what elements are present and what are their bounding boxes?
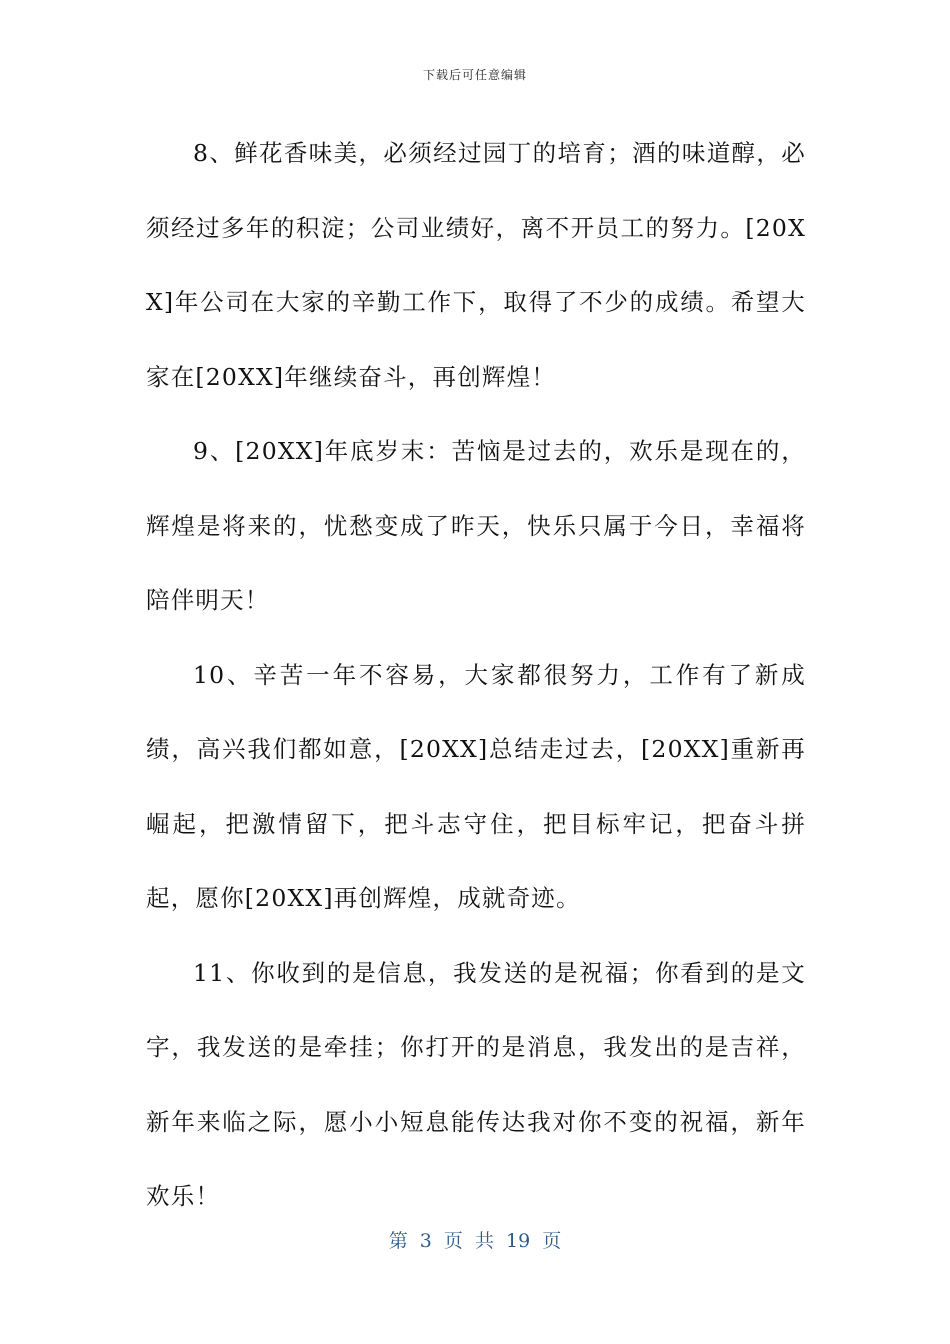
paragraph-10: 10、辛苦一年不容易，大家都很努力，工作有了新成绩，高兴我们都如意，[20XX]总结走过去，[20XX]重新再崛起，把激情留下，把斗志守住，把目标牢记，把奋斗拼起，愿你[20XX]再创辉煌，成就奇迹。 xyxy=(146,660,806,912)
paragraph-11: 11、你收到的是信息，我发送的是祝福；你看到的是文字，我发送的是牵挂；你打开的是消息，我发出的是吉祥，新年来临之际，愿小小短息能传达我对你不变的祝福，新年欢乐！ xyxy=(146,958,806,1210)
page-number-footer: 第 3 页 共 19 页 xyxy=(388,1230,562,1252)
paragraph-9: 9、[20XX]年底岁末：苦恼是过去的，欢乐是现在的，辉煌是将来的，忧愁变成了昨天，快乐只属于今日，幸福将陪伴明天！ xyxy=(146,437,806,614)
paragraph-8: 8、鲜花香味美，必须经过园丁的培育；酒的味道醇，必须经过多年的积淀；公司业绩好，离不开员工的努力。[20XX]年公司在大家的辛勤工作下，取得了不少的成绩。希望大家在[20XX]年继续奋斗，再创辉煌！ xyxy=(146,139,806,391)
document-body xyxy=(146,116,806,1234)
header-note: 下载后可任意编辑 xyxy=(422,68,527,82)
